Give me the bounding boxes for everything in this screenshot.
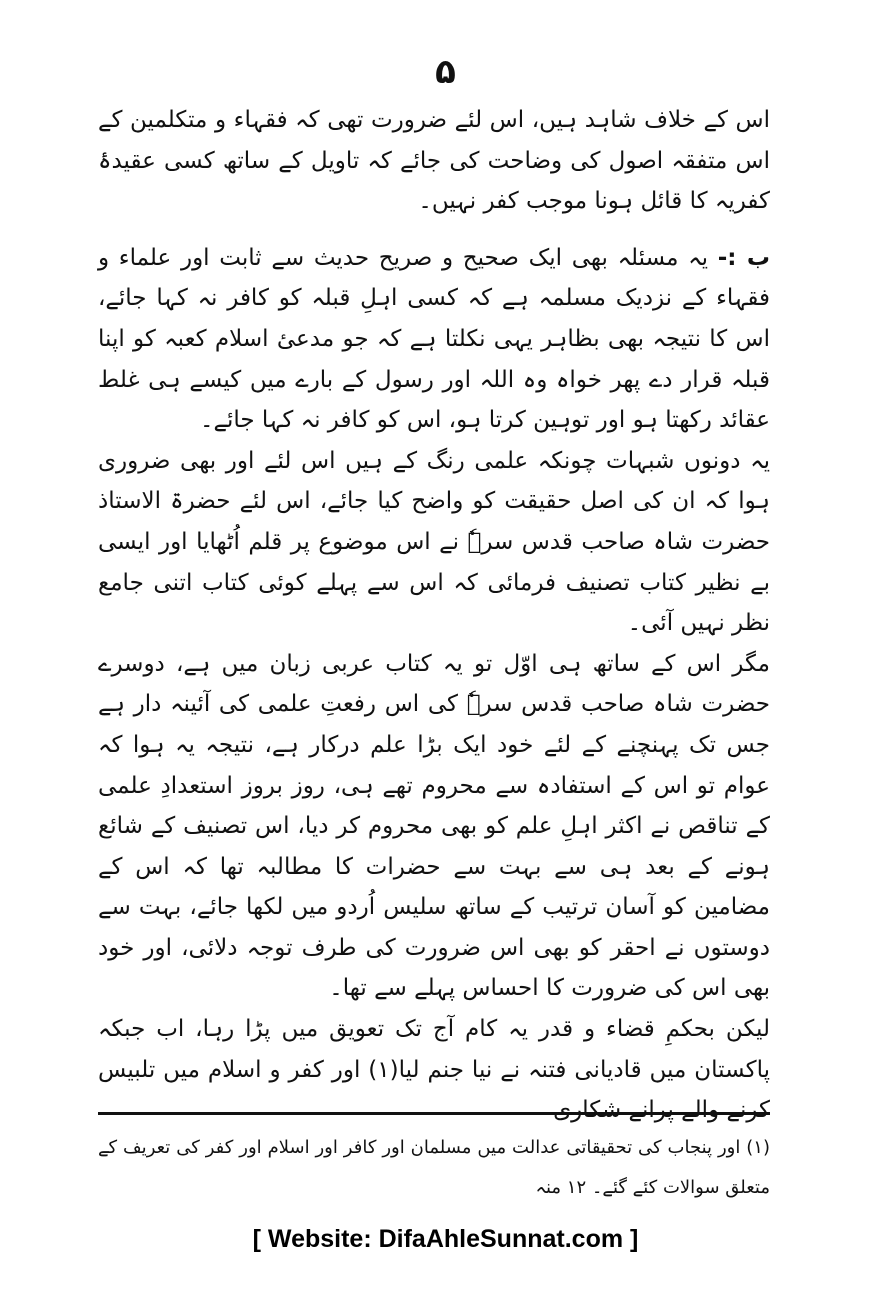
paragraph-4: مگر اس کے ساتھ ہی اوّل تو یہ کتاب عربی زبان میں ہے، دوسرے حضرت شاہ صاحب قدس سرہٗ کی اس رفعتِ علمی کی آئینہ دار ہے جس تک پہنچنے کے لئے خود ایک بڑا علم درکار ہے، نتیجہ یہ ہوا کہ عوام تو اس کے استفادہ سے محروم تھے ہی، روز بروز استعدادِ علمی کے تناقص نے اکثر اہلِ علم کو بھی محروم کر دیا، اس تصنیف کے شائع ہونے کے بعد ہی سے بہت سے حضرات کا مطالبہ تھا کہ اس کے مضامین کو آسان ترتیب کے ساتھ سلیس اُردو میں لکھا جائے، بہت سے دوستوں نے احقر کو بھی اس ضرورت کی طرف توجہ دلائی، اور خود بھی اس کی ضرورت کا احساس پہلے سے تھا۔ (98, 650, 770, 1002)
paragraph-1: اس کے خلاف شاہد ہیں، اس لئے ضرورت تھی کہ فقہاء و متکلمین کے اس متفقہ اصول کی وضاحت کی جائے کہ تاویل کے ساتھ کسی عقیدۂ کفریہ کا قائل ہونا موجب کفر نہیں۔ (98, 107, 770, 215)
paragraph-2-label: ب :- (717, 244, 770, 271)
paragraph-2 (98, 238, 770, 441)
footnote-divider (98, 1112, 770, 1115)
page-number: ۵ (435, 52, 456, 92)
body-text (98, 100, 770, 1131)
paragraph-5: لیکن بحکمِ قضاء و قدر یہ کام آج تک تعویق میں پڑا رہا، اب جبکہ پاکستان میں قادیانی فتنہ نے نیا جنم لیا(۱) اور کفر و اسلام میں تلبیس کرنے والے پرانے شکاری (98, 1016, 770, 1124)
paragraph-3: یہ دونوں شبہات چونکہ علمی رنگ کے ہیں اس لئے اور بھی ضروری ہوا کہ ان کی اصل حقیقت کو واضح کیا جائے، اس لئے حضرۃ الاستاذ حضرت شاہ صاحب قدس سرہٗ نے اس موضوع پر قلم اُٹھایا اور ایسی بے نظیر کتاب تصنیف فرمائی کہ اس سے پہلے کوئی کتاب اتنی جامع نظر نہیں آئی۔ (98, 447, 770, 637)
footnote: (۱) اور پنجاب کی تحقیقاتی عدالت میں مسلمان اور کافر اور اسلام اور کفر کی تعریف کے متعلق سوالات کئے گئے۔ ۱۲ منہ (98, 1137, 770, 1198)
website-footer: [ Website: DifaAhleSunnat.com ] (252, 1225, 639, 1253)
paragraph-2-text: یہ مسئلہ بھی ایک صحیح و صریح حدیث سے ثابت اور علماء و فقہاء کے نزدیک مسلمہ ہے کہ کسی اہلِ قبلہ کو کافر نہ کہا جائے، اس کا نتیجہ بھی بظاہر یہی نکلتا ہے کہ جو مدعیٔ اسلام کعبہ کو اپنا قبلہ قرار دے پھر خواہ وہ اللہ اور رسول کے بارے میں کیسے ہی غلط عقائد رکھتا ہو اور توہین کرتا ہو، اس کو کافر نہ کہا جائے۔ (98, 244, 770, 434)
